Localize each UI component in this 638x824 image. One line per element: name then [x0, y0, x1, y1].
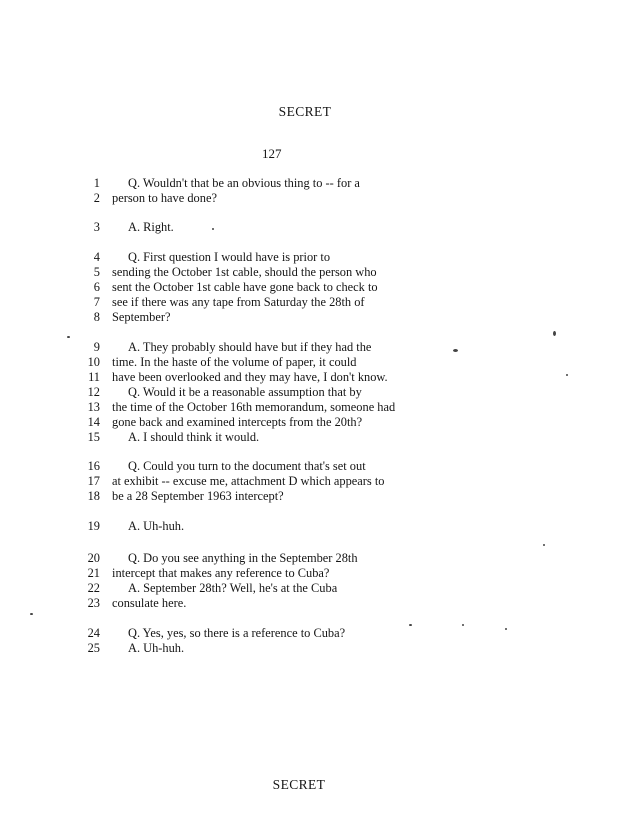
- line-number: 25: [87, 641, 100, 655]
- line-number: 17: [87, 474, 100, 488]
- scan-speck: [67, 336, 70, 338]
- line-number: 19: [87, 519, 100, 533]
- line-text: time. In the haste of the volume of paper, it could: [112, 355, 357, 369]
- line-text: have been overlooked and they may have, I don't know.: [112, 370, 388, 384]
- line-text: gone back and examined intercepts from the 20th?: [112, 415, 363, 429]
- line-number: 4: [93, 250, 100, 264]
- line-text: Q. Do you see anything in the September 28th: [128, 551, 358, 565]
- line-number: 22: [87, 581, 100, 595]
- line-number: 9: [93, 340, 100, 354]
- scan-speck: [453, 349, 458, 352]
- line-text: the time of the October 16th memorandum, someone had: [112, 400, 396, 414]
- line-number: 11: [88, 370, 100, 384]
- line-text: see if there was any tape from Saturday the 28th of: [112, 295, 365, 309]
- line-text: A. I should think it would.: [128, 430, 260, 444]
- line-number: 7: [93, 295, 100, 309]
- line-text: sending the October 1st cable, should the person who: [112, 265, 377, 279]
- line-number: 12: [87, 385, 100, 399]
- scan-speck: [212, 228, 214, 230]
- line-text: Q. Wouldn't that be an obvious thing to -- for a: [128, 176, 360, 190]
- line-number: 23: [87, 596, 100, 610]
- line-number: 24: [87, 626, 100, 640]
- page-number: 127: [262, 146, 282, 161]
- line-text: A. Uh-huh.: [128, 641, 185, 655]
- line-number: 18: [87, 489, 100, 503]
- scan-speck: [553, 331, 556, 336]
- scan-speck: [462, 624, 464, 626]
- line-text: intercept that makes any reference to Cuba?: [112, 566, 330, 580]
- line-text: at exhibit -- excuse me, attachment D which appears to: [112, 474, 385, 488]
- line-text: be a 28 September 1963 intercept?: [112, 489, 284, 503]
- line-number: 13: [87, 400, 100, 414]
- classification-header: SECRET: [278, 104, 332, 119]
- line-number: 21: [87, 566, 100, 580]
- scan-speck: [566, 374, 568, 376]
- line-number: 1: [93, 176, 100, 190]
- scan-speck: [409, 624, 412, 626]
- line-number: 14: [87, 415, 100, 429]
- line-number: 15: [87, 430, 100, 444]
- line-number: 6: [93, 280, 100, 294]
- line-text: A. Right.: [128, 220, 174, 234]
- line-number: 3: [93, 220, 100, 234]
- line-text: person to have done?: [112, 191, 217, 205]
- line-text: Q. First question I would have is prior to: [128, 250, 331, 264]
- line-number: 5: [93, 265, 100, 279]
- line-text: A. Uh-huh.: [128, 519, 185, 533]
- scan-speck: [505, 628, 507, 630]
- line-text: A. They probably should have but if they had the: [128, 340, 372, 354]
- line-number: 10: [87, 355, 100, 369]
- line-text: Q. Would it be a reasonable assumption that by: [128, 385, 362, 399]
- classification-footer: SECRET: [272, 777, 326, 792]
- scan-speck: [543, 544, 545, 546]
- scan-speck: [30, 613, 33, 615]
- line-number: 16: [87, 459, 100, 473]
- line-text: Q. Yes, yes, so there is a reference to Cuba?: [128, 626, 346, 640]
- line-number: 2: [93, 191, 100, 205]
- line-text: September?: [112, 310, 171, 324]
- line-text: A. September 28th? Well, he's at the Cuba: [128, 581, 338, 595]
- line-number: 20: [87, 551, 100, 565]
- line-text: Q. Could you turn to the document that's set out: [128, 459, 366, 473]
- line-number: 8: [93, 310, 100, 324]
- line-text: sent the October 1st cable have gone back to check to: [112, 280, 378, 294]
- line-text: consulate here.: [112, 596, 187, 610]
